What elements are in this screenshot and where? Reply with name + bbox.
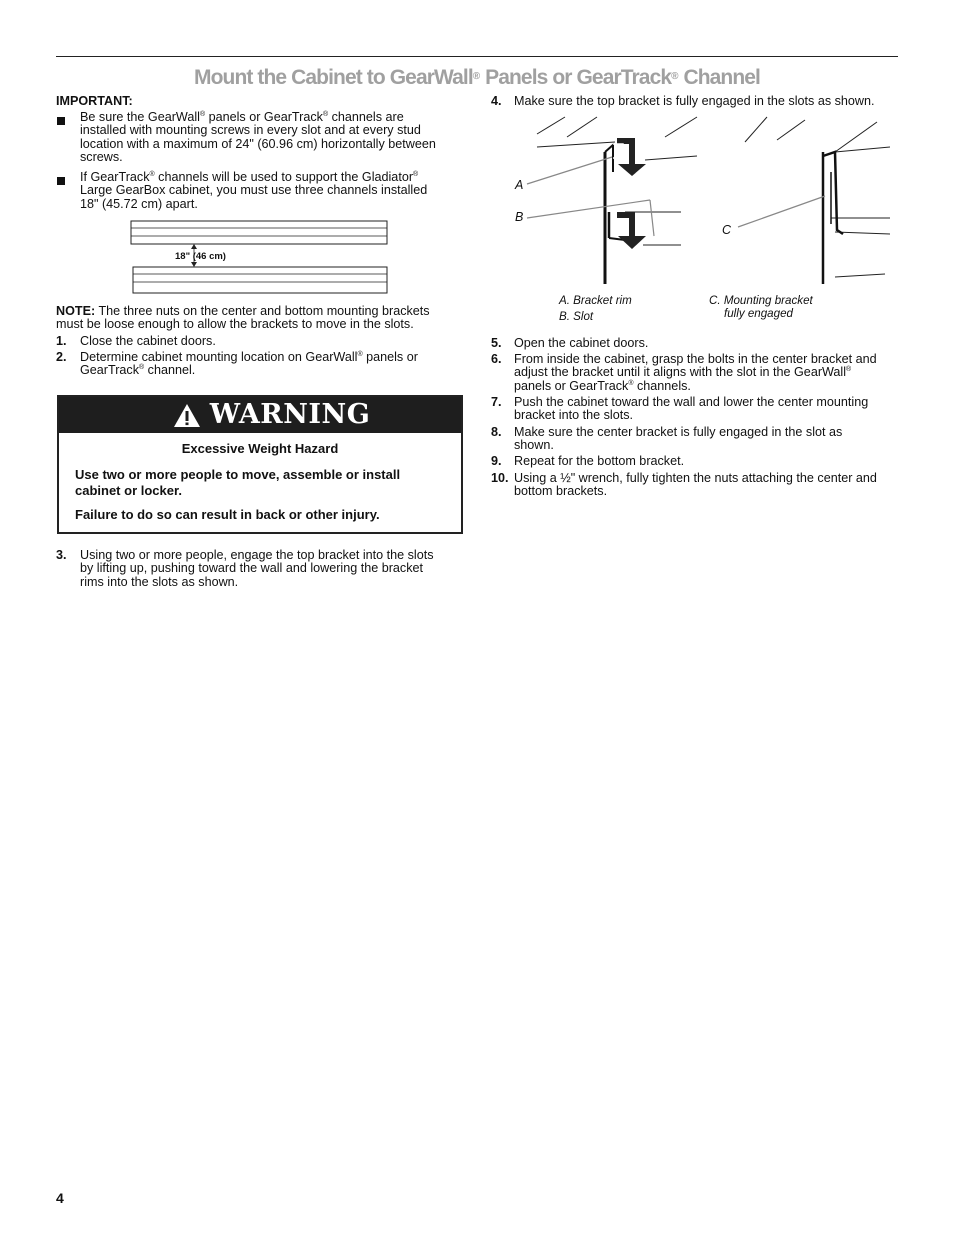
channel-spacing-diagram bbox=[128, 218, 390, 296]
step-number: 1. bbox=[56, 334, 67, 348]
step-number: 8. bbox=[491, 425, 502, 439]
bullet-text: Be sure the GearWall® panels or GearTrack® channels are installed with mounting screws in every slot and at every stud location with a maximum of 24" (60.96 cm) horizontally between screws. bbox=[80, 110, 436, 165]
step-number: 5. bbox=[491, 336, 502, 350]
caption-bracket-engaged: C. Mounting bracket bbox=[709, 294, 813, 307]
figure-label-b: B bbox=[515, 210, 524, 224]
warning-header bbox=[59, 397, 461, 433]
step-number: 2. bbox=[56, 350, 67, 364]
bullet-marker bbox=[57, 115, 67, 128]
figure-label-c: C bbox=[722, 223, 732, 237]
step-text: From inside the cabinet, grasp the bolts in the center bracket and adjust the bracket until it aligns with the slot in the GearWall® panels or GearTrack® channels. bbox=[514, 352, 877, 393]
warning-consequence: Failure to do so can result in back or other injury. bbox=[75, 507, 380, 522]
warning-box bbox=[57, 395, 463, 534]
step-text: Make sure the center bracket is fully engaged in the slot as shown. bbox=[514, 425, 843, 453]
caption-slot: B. Slot bbox=[559, 310, 594, 323]
bracket-engagement-figure bbox=[505, 112, 890, 292]
step-text: Repeat for the bottom bracket. bbox=[514, 454, 685, 468]
note-text: NOTE: The three nuts on the center and bottom mounting brackets must be loose enough to allow the brackets to move in the slots. bbox=[56, 304, 430, 332]
step-number: 9. bbox=[491, 454, 502, 468]
step-text: Using a ½" wrench, fully tighten the nuts attaching the center and bottom brackets. bbox=[514, 471, 877, 499]
warning-word: WARNING bbox=[209, 399, 371, 430]
step-text: Determine cabinet mounting location on GearWall® panels or GearTrack® channel. bbox=[80, 350, 418, 378]
important-label: IMPORTANT: bbox=[56, 94, 133, 108]
step-number: 7. bbox=[491, 395, 502, 409]
warning-instruction: Use two or more people to move, assemble or install cabinet or locker. bbox=[75, 467, 401, 498]
step-number: 6. bbox=[491, 352, 502, 366]
page-number: 4 bbox=[56, 1190, 64, 1206]
step-text: Using two or more people, engage the top bracket into the slots by lifting up, pushing toward the wall and lowering the bracket rims into the slots as shown. bbox=[80, 548, 434, 589]
figure-label-a: A bbox=[515, 178, 524, 192]
step-number: 3. bbox=[56, 548, 67, 562]
step-text: Make sure the top bracket is fully engaged in the slots as shown. bbox=[514, 94, 875, 108]
step-text: Push the cabinet toward the wall and lower the center mounting bracket into the slots. bbox=[514, 395, 869, 423]
page-title: Mount the Cabinet to GearWall® Panels or GearTrack® Channel bbox=[194, 66, 760, 89]
hazard-title: Excessive Weight Hazard bbox=[181, 441, 339, 456]
diagram-spacing-label: 18" (46 cm) bbox=[175, 251, 226, 262]
step-number: 4. bbox=[491, 94, 502, 108]
caption-bracket-engaged-2: fully engaged bbox=[724, 307, 793, 320]
caption-bracket-rim: A. Bracket rim bbox=[559, 294, 632, 307]
top-rule bbox=[56, 56, 898, 57]
step-text: Close the cabinet doors. bbox=[80, 334, 216, 348]
bullet-text: If GearTrack® channels will be used to support the Gladiator® Large GearBox cabinet, you must use three channels installed 18" (45.72 cm) apart. bbox=[80, 170, 428, 211]
bullet-marker bbox=[57, 175, 67, 188]
step-number: 10. bbox=[491, 471, 509, 485]
step-text: Open the cabinet doors. bbox=[514, 336, 649, 350]
